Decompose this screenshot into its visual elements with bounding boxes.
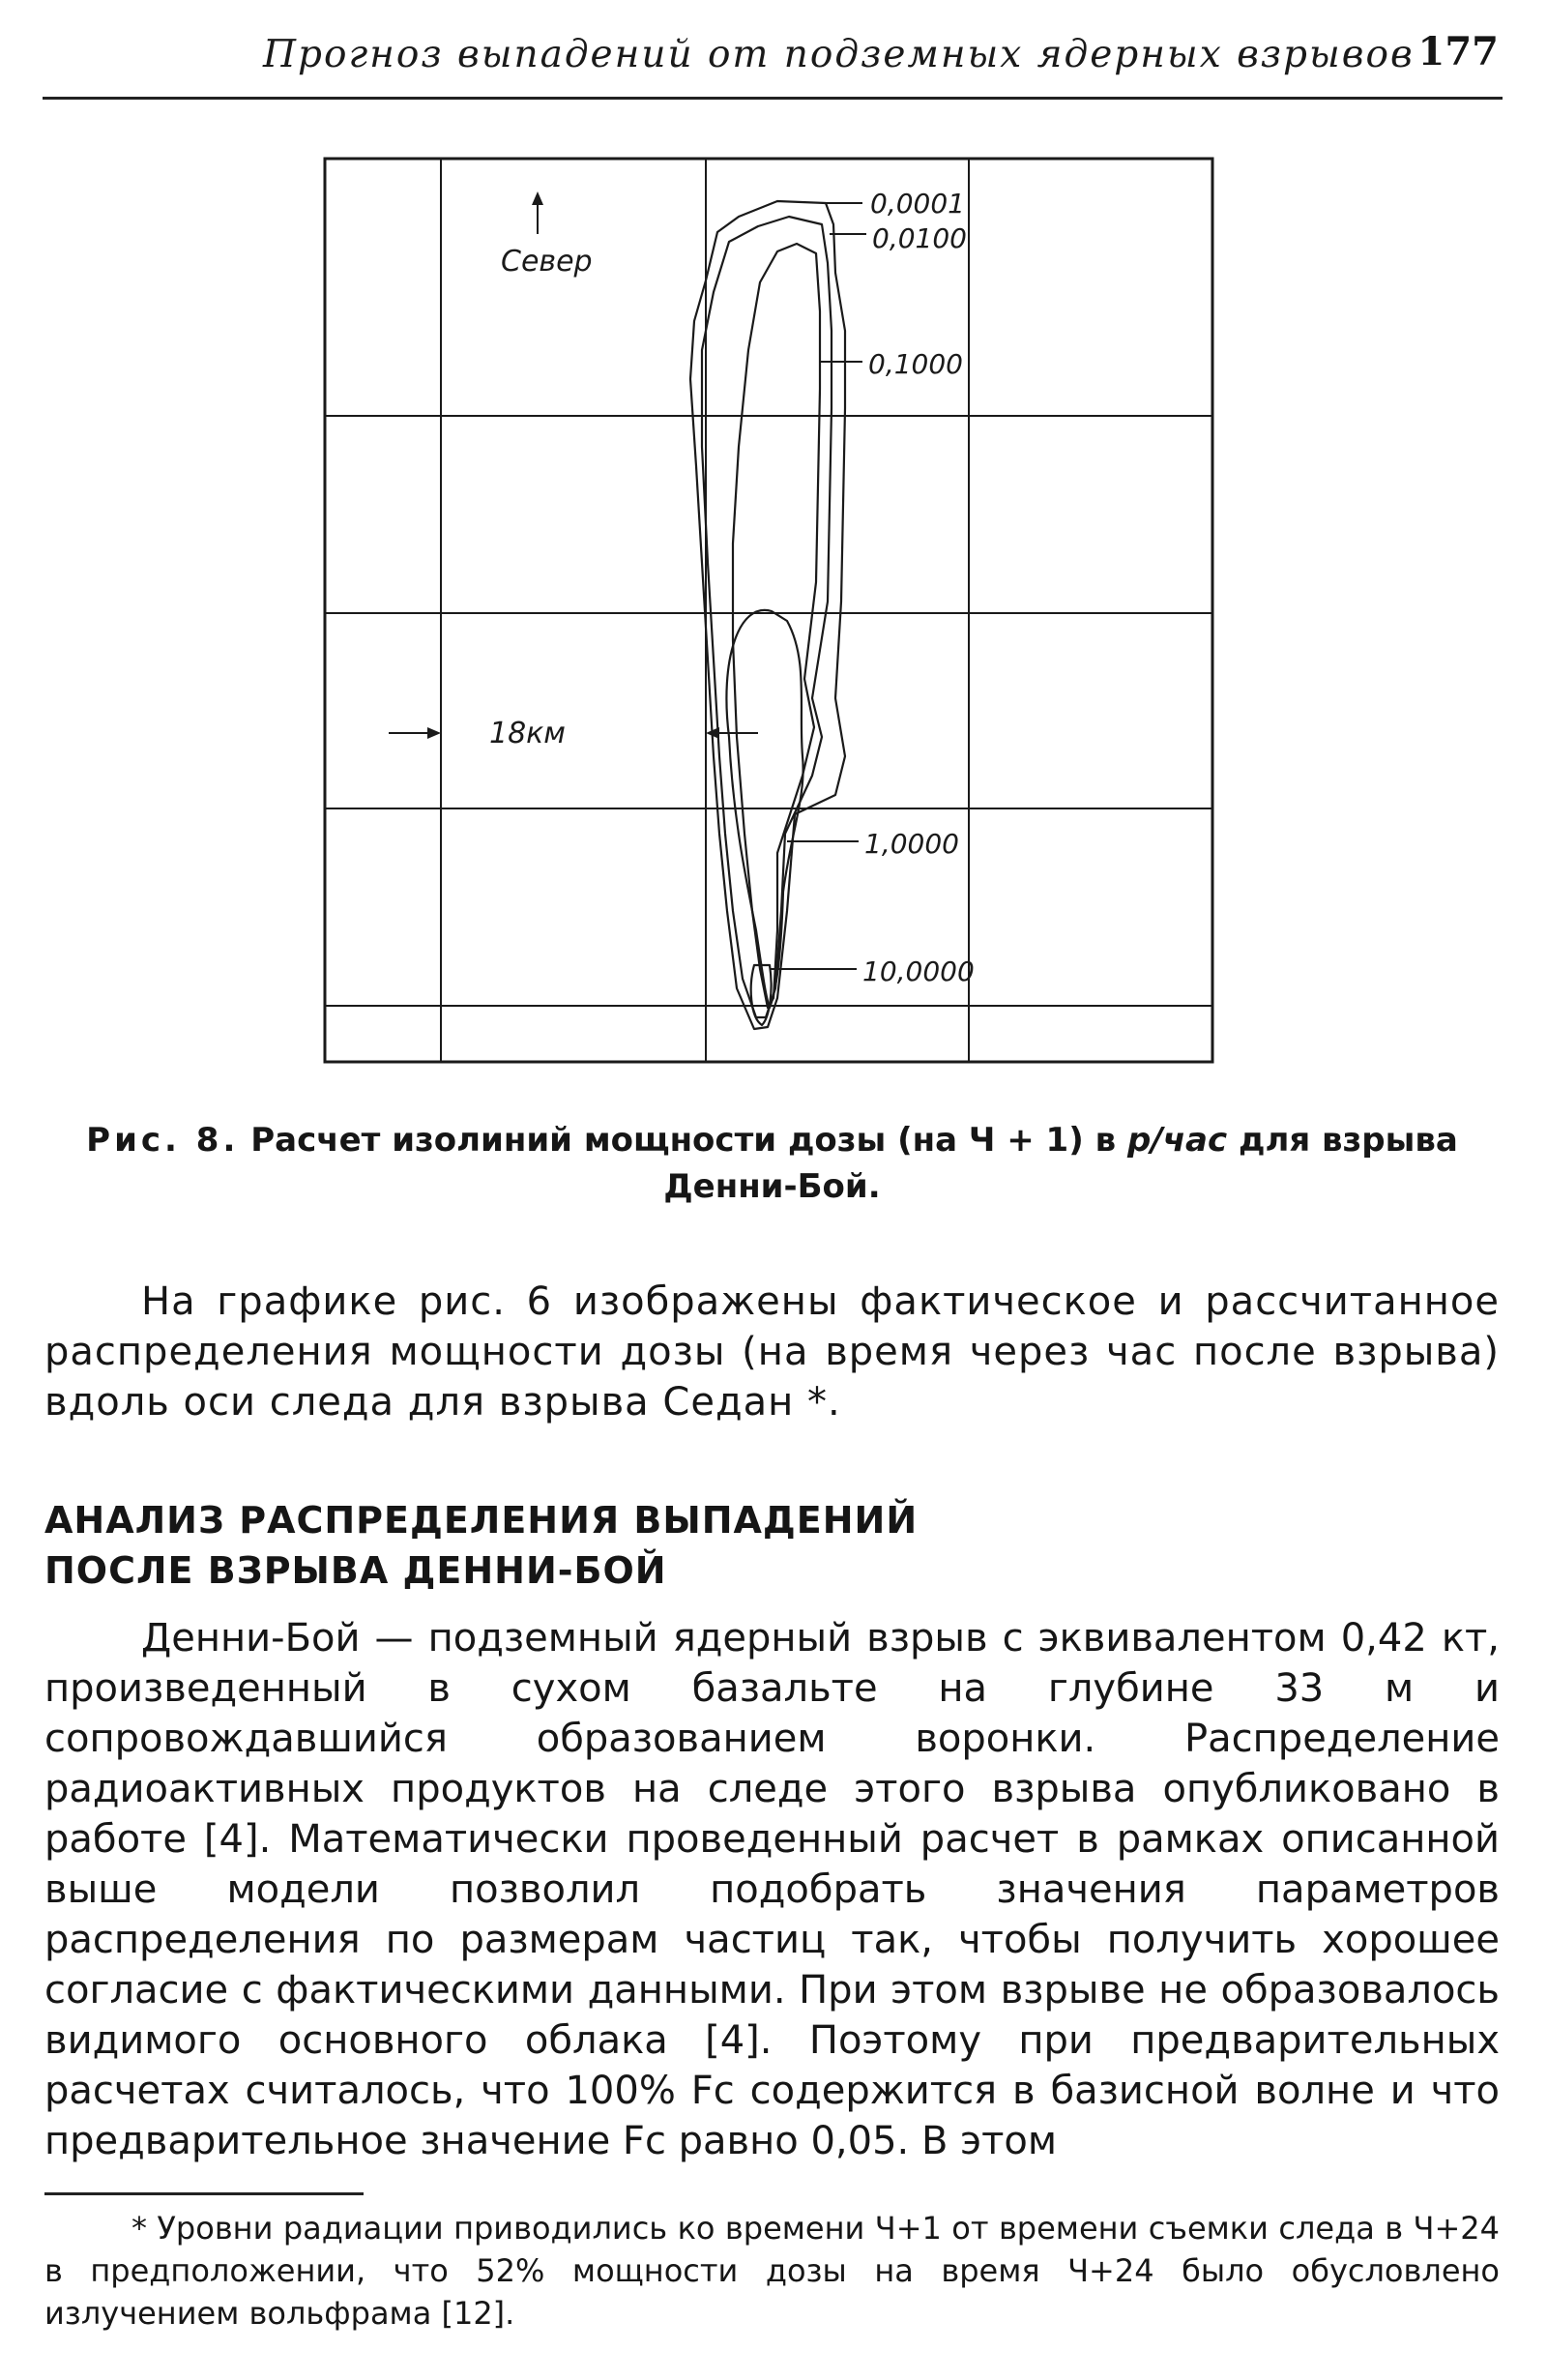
header-rule bbox=[43, 97, 1503, 100]
page-number: 177 bbox=[1417, 29, 1499, 74]
paragraph-danny-boy: Денни-Бой — подземный ядерный взрыв с эквивалентом 0,42 кт, произведенный в сухом базальте на глубине 33 м и сопровождавшийся образованием воронки. Распределение радиоактивных продуктов на следе этого взрыва опубликовано в работе [4]. Математически проведенный расчет в рамках описанной выше модели позволил подобрать значения параметров распределения по размерам частиц так, чтобы получить хорошее согласие с фактическими данными. При этом взрыве не образовалось видимого основного облака [4]. Поэтому при предварительных расчетах считалось, что 100% Fc содержится в базисной волне и что предварительное значение Fc равно 0,05. В этом bbox=[44, 1616, 1500, 2163]
scale-marker bbox=[389, 727, 758, 739]
paragraph-sedan: На графике рис. 6 изображены фактическое и рассчитанное распределения мощности дозы (на время через час после взрыва) вдоль оси следа для взрыва Седан *. bbox=[44, 1279, 1500, 1425]
isoline-label: 0,1000 bbox=[868, 348, 963, 380]
north-arrow-icon bbox=[532, 191, 543, 234]
isoline-0-1000 bbox=[733, 244, 820, 1008]
isoline-label: 1,0000 bbox=[864, 828, 959, 860]
north-label: Север bbox=[501, 245, 593, 279]
running-title: Прогноз выпадений от подземных ядерных взрывов bbox=[263, 33, 1415, 76]
figure-caption bbox=[44, 1117, 1500, 1210]
section-heading-line: ПОСЛЕ ВЗРЫВА ДЕННИ-БОЙ bbox=[44, 1549, 667, 1592]
page-header bbox=[43, 29, 1503, 97]
footnote-rule bbox=[44, 2192, 364, 2195]
footnote: * Уровни радиации приводились ко времени Ч+1 от времени съемки следа в Ч+24 в предположении, что 52% мощности дозы на время Ч+24 было обусловлено излучением вольфрама [12]. bbox=[44, 2210, 1500, 2332]
isoline-label: 0,0100 bbox=[872, 222, 967, 254]
scale-label: 18км bbox=[489, 717, 566, 750]
section-heading-line: АНАЛИЗ РАСПРЕДЕЛЕНИЯ ВЫПАДЕНИЙ bbox=[44, 1499, 919, 1542]
isoline-label: 0,0001 bbox=[870, 188, 965, 220]
figure-label: Рис. 8. bbox=[86, 1121, 240, 1160]
isoline-label: 10,0000 bbox=[862, 955, 975, 987]
isoline-0-0001 bbox=[690, 201, 845, 1029]
isoline-figure bbox=[323, 157, 1214, 1066]
caption-units: р/час bbox=[1126, 1121, 1228, 1160]
section-heading bbox=[44, 1495, 1301, 1596]
caption-text-after: для взрыва Денни-Бой. bbox=[663, 1121, 1458, 1206]
caption-text-before: Расчет изолиний мощности дозы (на Ч + 1) в bbox=[250, 1121, 1117, 1160]
